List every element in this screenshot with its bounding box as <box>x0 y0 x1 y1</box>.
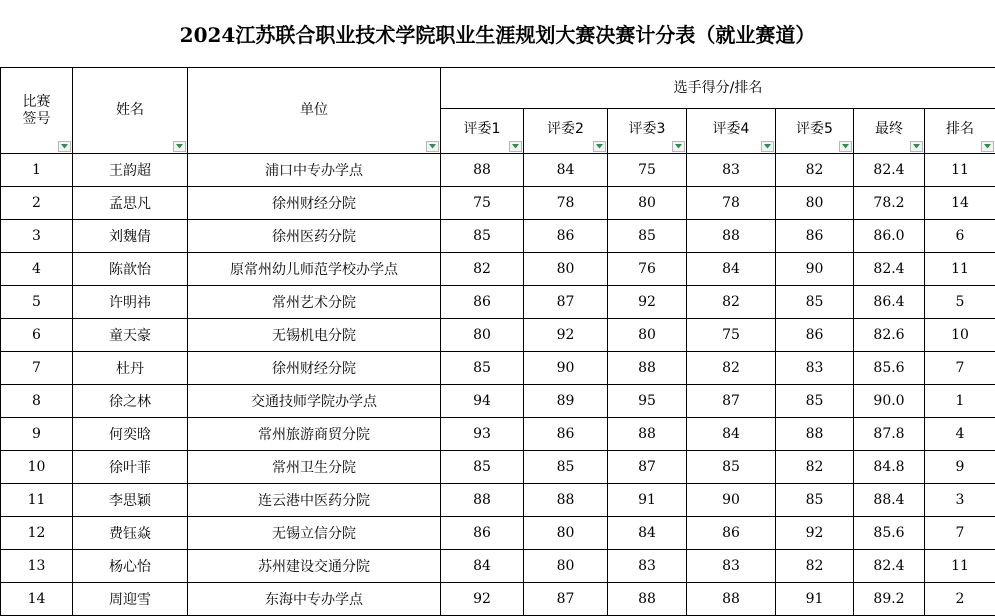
cell-judge-4[interactable]: 87 <box>687 385 776 418</box>
header-final-score-label: 最终 <box>875 120 903 137</box>
table-row <box>1 583 995 616</box>
cell-unit[interactable]: 徐州财经分院 <box>188 352 441 385</box>
header-judge-3 <box>608 109 687 154</box>
cell-name[interactable]: 费钰焱 <box>73 517 188 550</box>
page-title: 2024江苏联合职业技术学院职业生涯规划大赛决赛计分表（就业赛道） <box>0 0 995 68</box>
cell-name[interactable]: 徐叶菲 <box>73 451 188 484</box>
cell-lot-number[interactable]: 7 <box>1 352 73 385</box>
cell-lot-number[interactable]: 10 <box>1 451 73 484</box>
cell-judge-1[interactable]: 94 <box>441 385 524 418</box>
cell-name[interactable]: 何奕晗 <box>73 418 188 451</box>
cell-judge-5[interactable]: 82 <box>776 550 854 583</box>
cell-lot-number[interactable]: 6 <box>1 319 73 352</box>
cell-rank[interactable]: 14 <box>925 187 995 220</box>
cell-final-score[interactable]: 86.4 <box>854 286 925 319</box>
header-unit <box>188 68 441 154</box>
header-score-group-label: 选手得分/排名 <box>673 79 763 96</box>
header-judge-5-label: 评委5 <box>796 120 833 137</box>
cell-judge-1[interactable]: 93 <box>441 418 524 451</box>
cell-unit[interactable]: 常州艺术分院 <box>188 286 441 319</box>
header-lot-number <box>1 68 73 154</box>
cell-judge-3[interactable]: 88 <box>608 352 687 385</box>
cell-name[interactable]: 李思颖 <box>73 484 188 517</box>
header-judge-5 <box>776 109 854 154</box>
cell-judge-3[interactable]: 92 <box>608 286 687 319</box>
cell-judge-4[interactable]: 83 <box>687 550 776 583</box>
cell-lot-number[interactable]: 11 <box>1 484 73 517</box>
header-judge-4 <box>687 109 776 154</box>
cell-name[interactable]: 孟思凡 <box>73 187 188 220</box>
cell-judge-4[interactable]: 78 <box>687 187 776 220</box>
cell-name[interactable]: 徐之林 <box>73 385 188 418</box>
cell-rank[interactable]: 11 <box>925 550 995 583</box>
cell-judge-5[interactable]: 86 <box>776 220 854 253</box>
header-lot-number-label: 比赛 签号 <box>22 93 51 127</box>
cell-judge-1[interactable]: 88 <box>441 154 524 187</box>
cell-judge-2[interactable]: 85 <box>524 451 608 484</box>
table-row <box>1 418 995 451</box>
cell-judge-4[interactable]: 83 <box>687 154 776 187</box>
cell-final-score[interactable]: 82.6 <box>854 319 925 352</box>
cell-unit[interactable]: 交通技师学院办学点 <box>188 385 441 418</box>
cell-judge-5[interactable]: 88 <box>776 418 854 451</box>
cell-judge-1[interactable]: 88 <box>441 484 524 517</box>
cell-judge-4[interactable]: 85 <box>687 451 776 484</box>
cell-final-score[interactable]: 88.4 <box>854 484 925 517</box>
cell-lot-number[interactable]: 9 <box>1 418 73 451</box>
cell-judge-3[interactable]: 91 <box>608 484 687 517</box>
filter-dropdown-icon[interactable] <box>509 141 522 152</box>
cell-rank[interactable]: 4 <box>925 418 995 451</box>
filter-dropdown-icon[interactable] <box>672 141 685 152</box>
cell-judge-2[interactable]: 86 <box>524 220 608 253</box>
cell-judge-2[interactable]: 88 <box>524 484 608 517</box>
cell-name[interactable]: 杜丹 <box>73 352 188 385</box>
table-row <box>1 154 995 187</box>
cell-final-score[interactable]: 85.6 <box>854 517 925 550</box>
cell-judge-3[interactable]: 85 <box>608 220 687 253</box>
cell-judge-4[interactable]: 86 <box>687 517 776 550</box>
cell-judge-1[interactable]: 75 <box>441 187 524 220</box>
header-final-score <box>854 109 925 154</box>
cell-rank[interactable]: 11 <box>925 253 995 286</box>
cell-judge-5[interactable]: 83 <box>776 352 854 385</box>
cell-lot-number[interactable]: 5 <box>1 286 73 319</box>
cell-judge-2[interactable]: 84 <box>524 154 608 187</box>
cell-judge-4[interactable]: 90 <box>687 484 776 517</box>
cell-judge-1[interactable]: 84 <box>441 550 524 583</box>
cell-judge-5[interactable]: 86 <box>776 319 854 352</box>
cell-final-score[interactable]: 78.2 <box>854 187 925 220</box>
header-judge-2 <box>524 109 608 154</box>
cell-name[interactable]: 杨心怡 <box>73 550 188 583</box>
filter-dropdown-icon[interactable] <box>58 141 71 152</box>
cell-judge-3[interactable]: 75 <box>608 154 687 187</box>
table-row <box>1 286 995 319</box>
cell-judge-4[interactable]: 88 <box>687 583 776 616</box>
cell-final-score[interactable]: 82.4 <box>854 253 925 286</box>
cell-unit[interactable]: 徐州财经分院 <box>188 187 441 220</box>
cell-final-score[interactable]: 85.6 <box>854 352 925 385</box>
cell-judge-4[interactable]: 75 <box>687 319 776 352</box>
cell-rank[interactable]: 7 <box>925 352 995 385</box>
cell-judge-2[interactable]: 89 <box>524 385 608 418</box>
table-row <box>1 187 995 220</box>
cell-judge-3[interactable]: 76 <box>608 253 687 286</box>
cell-lot-number[interactable]: 13 <box>1 550 73 583</box>
cell-judge-3[interactable]: 95 <box>608 385 687 418</box>
cell-judge-5[interactable]: 82 <box>776 451 854 484</box>
table-row <box>1 352 995 385</box>
cell-final-score[interactable]: 86.0 <box>854 220 925 253</box>
cell-judge-3[interactable]: 88 <box>608 583 687 616</box>
cell-name[interactable]: 周迎雪 <box>73 583 188 616</box>
cell-final-score[interactable]: 82.4 <box>854 154 925 187</box>
cell-final-score[interactable]: 90.0 <box>854 385 925 418</box>
cell-judge-3[interactable]: 87 <box>608 451 687 484</box>
cell-judge-2[interactable]: 80 <box>524 550 608 583</box>
cell-unit[interactable]: 常州卫生分院 <box>188 451 441 484</box>
cell-rank[interactable]: 10 <box>925 319 995 352</box>
cell-lot-number[interactable]: 14 <box>1 583 73 616</box>
table-row <box>1 451 995 484</box>
table-row <box>1 319 995 352</box>
cell-judge-1[interactable]: 92 <box>441 583 524 616</box>
cell-unit[interactable]: 常州旅游商贸分院 <box>188 418 441 451</box>
table-row <box>1 550 995 583</box>
filter-dropdown-icon[interactable] <box>173 141 186 152</box>
score-table <box>0 67 995 616</box>
header-judge-4-label: 评委4 <box>712 120 750 137</box>
cell-rank[interactable]: 1 <box>925 385 995 418</box>
cell-judge-1[interactable]: 82 <box>441 253 524 286</box>
cell-judge-5[interactable]: 85 <box>776 484 854 517</box>
cell-judge-5[interactable]: 80 <box>776 187 854 220</box>
header-unit-label: 单位 <box>300 102 328 118</box>
cell-rank[interactable]: 6 <box>925 220 995 253</box>
cell-judge-4[interactable]: 82 <box>687 352 776 385</box>
cell-unit[interactable]: 无锡立信分院 <box>188 517 441 550</box>
header-judge-3-label: 评委3 <box>628 120 666 137</box>
cell-name[interactable]: 童天豪 <box>73 319 188 352</box>
cell-name[interactable]: 陈歆怡 <box>73 253 188 286</box>
cell-judge-5[interactable]: 85 <box>776 286 854 319</box>
cell-judge-2[interactable]: 87 <box>524 583 608 616</box>
cell-rank[interactable]: 7 <box>925 517 995 550</box>
cell-unit[interactable]: 连云港中医药分院 <box>188 484 441 517</box>
cell-rank[interactable]: 5 <box>925 286 995 319</box>
cell-judge-3[interactable]: 84 <box>608 517 687 550</box>
cell-name[interactable]: 许明祎 <box>73 286 188 319</box>
cell-judge-1[interactable]: 86 <box>441 286 524 319</box>
filter-dropdown-icon[interactable] <box>761 141 774 152</box>
header-rank-label: 排名 <box>946 120 975 137</box>
cell-unit[interactable]: 原常州幼儿师范学校办学点 <box>188 253 441 286</box>
cell-judge-3[interactable]: 88 <box>608 418 687 451</box>
cell-judge-2[interactable]: 80 <box>524 253 608 286</box>
cell-unit[interactable]: 徐州医药分院 <box>188 220 441 253</box>
cell-lot-number[interactable]: 2 <box>1 187 73 220</box>
header-name-label: 姓名 <box>116 102 144 118</box>
cell-judge-1[interactable]: 85 <box>441 451 524 484</box>
table-row <box>1 220 995 253</box>
cell-lot-number[interactable]: 1 <box>1 154 73 187</box>
header-judge-1-label: 评委1 <box>463 120 501 137</box>
cell-judge-4[interactable]: 84 <box>687 253 776 286</box>
cell-judge-4[interactable]: 84 <box>687 418 776 451</box>
filter-dropdown-icon[interactable] <box>839 141 852 152</box>
filter-dropdown-icon[interactable] <box>593 141 606 152</box>
cell-judge-2[interactable]: 80 <box>524 517 608 550</box>
cell-judge-2[interactable]: 78 <box>524 187 608 220</box>
cell-judge-1[interactable]: 85 <box>441 352 524 385</box>
cell-unit[interactable]: 无锡机电分院 <box>188 319 441 352</box>
cell-judge-4[interactable]: 88 <box>687 220 776 253</box>
cell-judge-5[interactable]: 82 <box>776 154 854 187</box>
cell-lot-number[interactable]: 12 <box>1 517 73 550</box>
table-row <box>1 253 995 286</box>
header-judge-1 <box>441 109 524 154</box>
filter-dropdown-icon[interactable] <box>426 141 439 152</box>
cell-lot-number[interactable]: 8 <box>1 385 73 418</box>
cell-judge-5[interactable]: 92 <box>776 517 854 550</box>
cell-judge-4[interactable]: 82 <box>687 286 776 319</box>
cell-final-score[interactable]: 89.2 <box>854 583 925 616</box>
cell-judge-3[interactable]: 83 <box>608 550 687 583</box>
cell-rank[interactable]: 9 <box>925 451 995 484</box>
cell-judge-1[interactable]: 86 <box>441 517 524 550</box>
cell-unit[interactable]: 苏州建设交通分院 <box>188 550 441 583</box>
cell-judge-2[interactable]: 92 <box>524 319 608 352</box>
table-row <box>1 385 995 418</box>
cell-name[interactable]: 刘魏倩 <box>73 220 188 253</box>
cell-judge-1[interactable]: 85 <box>441 220 524 253</box>
table-row <box>1 517 995 550</box>
cell-judge-2[interactable]: 87 <box>524 286 608 319</box>
header-judge-2-label: 评委2 <box>547 120 584 137</box>
cell-judge-5[interactable]: 91 <box>776 583 854 616</box>
cell-judge-5[interactable]: 90 <box>776 253 854 286</box>
cell-judge-3[interactable]: 80 <box>608 319 687 352</box>
cell-lot-number[interactable]: 4 <box>1 253 73 286</box>
cell-rank[interactable]: 11 <box>925 154 995 187</box>
cell-final-score[interactable]: 82.4 <box>854 550 925 583</box>
cell-judge-2[interactable]: 90 <box>524 352 608 385</box>
header-score-group <box>441 68 995 109</box>
cell-judge-1[interactable]: 80 <box>441 319 524 352</box>
header-rank <box>925 109 995 154</box>
cell-rank[interactable]: 2 <box>925 583 995 616</box>
cell-unit[interactable]: 浦口中专办学点 <box>188 154 441 187</box>
cell-name[interactable]: 王韵超 <box>73 154 188 187</box>
cell-final-score[interactable]: 84.8 <box>854 451 925 484</box>
table-row <box>1 484 995 517</box>
cell-final-score[interactable]: 87.8 <box>854 418 925 451</box>
cell-judge-2[interactable]: 86 <box>524 418 608 451</box>
filter-dropdown-icon[interactable] <box>910 141 923 152</box>
cell-lot-number[interactable]: 3 <box>1 220 73 253</box>
cell-unit[interactable]: 东海中专办学点 <box>188 583 441 616</box>
cell-rank[interactable]: 3 <box>925 484 995 517</box>
cell-judge-5[interactable]: 85 <box>776 385 854 418</box>
filter-dropdown-icon[interactable] <box>981 141 994 152</box>
header-name <box>73 68 188 154</box>
cell-judge-3[interactable]: 80 <box>608 187 687 220</box>
